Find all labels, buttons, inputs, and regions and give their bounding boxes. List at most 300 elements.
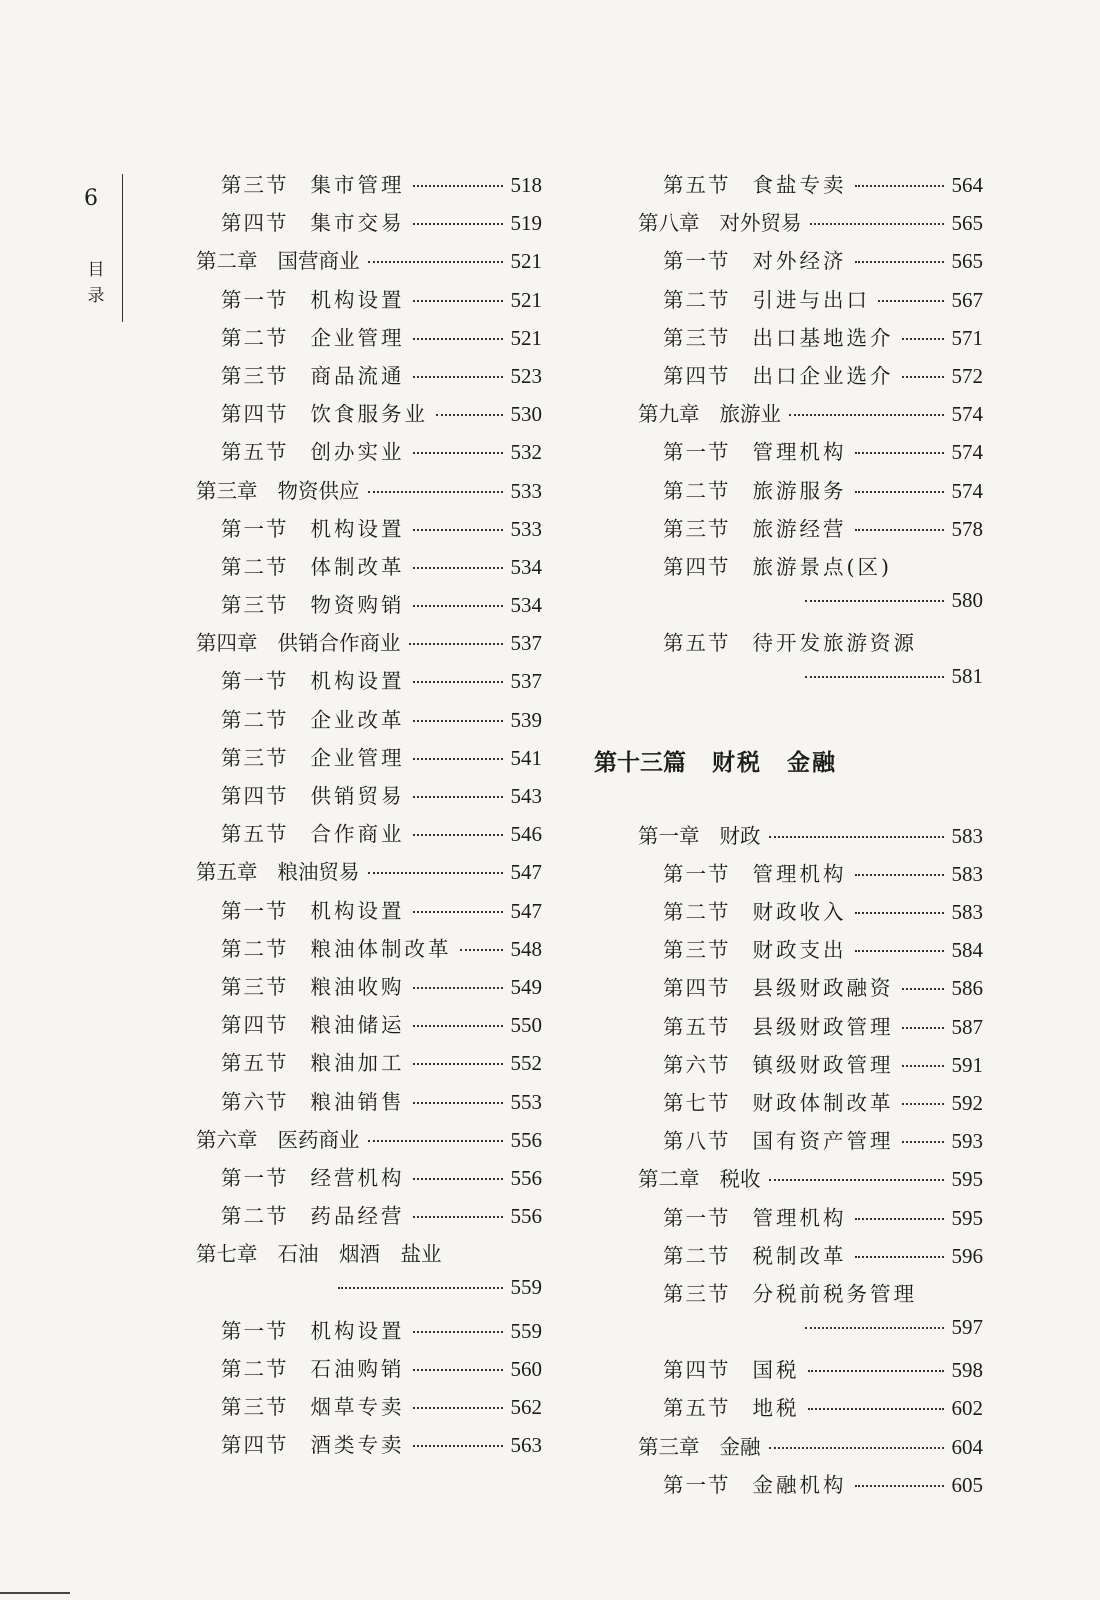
toc-section-entry[interactable] <box>638 1086 983 1124</box>
entry-title: 烟草专卖 <box>310 1395 405 1419</box>
part-title: 财税 金融 <box>712 750 837 777</box>
dot-leader <box>413 528 503 531</box>
toc-section-entry[interactable] <box>638 1468 983 1506</box>
toc-section-entry[interactable] <box>638 1391 983 1429</box>
entry-page-number: 578 <box>951 516 983 541</box>
entry-page-number: 584 <box>951 938 983 963</box>
margin-divider <box>122 174 123 322</box>
entry-page-number: 562 <box>510 1395 542 1419</box>
dot-leader <box>789 413 944 416</box>
toc-chapter-entry[interactable] <box>638 206 983 244</box>
entry-page-number: 565 <box>951 211 983 236</box>
dot-leader <box>855 1255 944 1258</box>
entry-number: 第四节 <box>663 976 731 1001</box>
toc-section-entry[interactable] <box>196 664 542 702</box>
entry-title: 物资购销 <box>310 593 405 618</box>
entry-number: 第五节 <box>663 1396 731 1421</box>
dot-leader <box>805 675 944 678</box>
entry-page-number: 534 <box>510 593 542 618</box>
entry-page-number: 572 <box>951 363 983 388</box>
dot-leader <box>413 680 503 683</box>
toc-section-entry[interactable] <box>196 703 542 741</box>
toc-section-entry[interactable] <box>638 626 983 664</box>
toc-section-entry[interactable] <box>638 971 983 1009</box>
toc-section-entry[interactable] <box>196 1008 542 1046</box>
entry-number: 第三节 <box>221 593 289 618</box>
entry-number: 第一章 <box>638 823 700 848</box>
entry-number: 第一节 <box>663 861 731 886</box>
entry-title: 机构设置 <box>310 516 405 541</box>
entry-title: 经营机构 <box>310 1165 405 1190</box>
entry-page-number: 560 <box>510 1356 542 1381</box>
toc-entry-continuation[interactable] <box>196 1275 542 1313</box>
toc-part-heading <box>594 703 983 819</box>
entry-title: 出口企业选介 <box>752 363 894 388</box>
toc-section-entry[interactable] <box>196 550 542 588</box>
entry-number: 第三章 <box>638 1434 700 1459</box>
entry-page-number: 548 <box>510 936 542 961</box>
entry-title: 企业管理 <box>310 325 405 350</box>
entry-page-number: 556 <box>510 1204 542 1229</box>
entry-number: 第二节 <box>221 325 289 350</box>
entry-number: 第八节 <box>663 1129 731 1154</box>
dot-leader <box>769 835 944 838</box>
toc-section-entry[interactable] <box>196 1161 542 1199</box>
entry-title: 镇级财政管理 <box>752 1052 894 1077</box>
toc-section-entry[interactable] <box>196 588 542 626</box>
entry-title: 分税前税务管理 <box>752 1281 917 1306</box>
entry-title: 旅游景点(区) <box>752 554 892 579</box>
entry-number: 第九章 <box>638 402 700 427</box>
entry-page-number: 595 <box>951 1205 983 1230</box>
dot-leader <box>855 490 944 493</box>
entry-title: 财政 <box>719 823 761 848</box>
entry-page-number: 559 <box>510 1275 542 1300</box>
toc-section-entry[interactable] <box>196 894 542 932</box>
entry-page-number: 586 <box>951 976 983 1001</box>
entry-page-number: 567 <box>951 287 983 312</box>
entry-page-number: 595 <box>951 1167 983 1192</box>
entry-number: 第四节 <box>663 554 731 579</box>
entry-title: 财政支出 <box>752 938 847 963</box>
entry-number: 第四章 <box>196 631 258 656</box>
toc-section-entry[interactable] <box>638 1239 983 1277</box>
entry-title: 机构设置 <box>310 669 405 694</box>
dot-leader <box>902 337 944 340</box>
entry-number: 第六节 <box>221 1089 289 1114</box>
dot-leader <box>460 948 503 951</box>
dot-leader <box>769 1178 944 1181</box>
entry-title: 物资供应 <box>277 478 360 503</box>
toc-section-entry[interactable] <box>638 168 983 206</box>
entry-title: 县级财政融资 <box>752 976 894 1001</box>
entry-title: 石油 烟酒 盐业 <box>277 1242 442 1267</box>
entry-number: 第四节 <box>663 363 731 388</box>
entry-title: 集市管理 <box>310 173 405 197</box>
entry-title: 商品流通 <box>310 363 405 388</box>
toc-chapter-entry[interactable] <box>638 1162 983 1200</box>
toc-section-entry[interactable] <box>196 932 542 970</box>
entry-title: 粮油贸易 <box>277 860 360 885</box>
entry-number: 第一节 <box>663 440 731 465</box>
toc-column-right <box>594 168 983 1506</box>
entry-number: 第三节 <box>663 325 731 350</box>
entry-page-number: 580 <box>951 588 983 613</box>
entry-number: 第五节 <box>663 631 731 656</box>
entry-number: 第五章 <box>196 860 258 885</box>
dot-leader <box>413 1101 503 1104</box>
entry-number: 第二章 <box>196 249 258 274</box>
entry-title: 饮食服务业 <box>310 402 428 427</box>
entry-number: 第二节 <box>663 1243 731 1268</box>
entry-page-number: 593 <box>951 1129 983 1154</box>
dot-leader <box>413 1215 503 1218</box>
entry-number: 第二节 <box>221 936 289 961</box>
entry-title: 对外经济 <box>752 249 847 274</box>
entry-page-number: 556 <box>510 1165 542 1190</box>
toc-section-entry[interactable] <box>196 1199 542 1237</box>
entry-page-number: 556 <box>510 1127 542 1152</box>
entry-page-number: 598 <box>951 1358 983 1383</box>
entry-number: 第七章 <box>196 1242 258 1267</box>
entry-page-number: 565 <box>951 249 983 274</box>
entry-title: 合作商业 <box>310 822 405 847</box>
entry-title: 创办实业 <box>310 440 405 465</box>
dot-leader <box>368 490 503 493</box>
entry-title: 税制改革 <box>752 1243 847 1268</box>
toc-section-entry[interactable] <box>638 895 983 933</box>
part-number: 第十三篇 <box>594 750 686 777</box>
entry-title: 医药商业 <box>277 1127 360 1152</box>
entry-number: 第三章 <box>196 478 258 503</box>
toc-section-entry[interactable] <box>638 933 983 971</box>
dot-leader <box>902 1102 944 1105</box>
dot-leader <box>855 528 944 531</box>
entry-title: 金融机构 <box>752 1472 847 1497</box>
entry-number: 第六章 <box>196 1127 258 1152</box>
dot-leader <box>413 833 503 836</box>
entry-title: 管理机构 <box>752 440 847 465</box>
toc-section-entry[interactable] <box>196 168 542 206</box>
dot-leader <box>769 1446 944 1449</box>
entry-number: 第四节 <box>221 402 289 427</box>
entry-page-number: 537 <box>510 631 542 656</box>
dot-leader <box>855 1217 944 1220</box>
entry-page-number: 564 <box>951 173 983 197</box>
dot-leader <box>413 184 503 187</box>
toc-section-entry[interactable] <box>196 1085 542 1123</box>
entry-page-number: 592 <box>951 1090 983 1115</box>
entry-number: 第二节 <box>221 1356 289 1381</box>
entry-number: 第一节 <box>221 516 289 541</box>
entry-number: 第一节 <box>221 898 289 923</box>
entry-number: 第四节 <box>221 1013 289 1038</box>
toc-section-entry[interactable] <box>638 321 983 359</box>
toc-chapter-entry[interactable] <box>196 1123 542 1161</box>
entry-title: 国有资产管理 <box>752 1129 894 1154</box>
entry-number: 第五节 <box>663 1014 731 1039</box>
toc-section-entry[interactable] <box>638 512 983 550</box>
toc-section-entry[interactable] <box>638 359 983 397</box>
entry-title: 金融 <box>719 1434 761 1459</box>
entry-page-number: 559 <box>510 1318 542 1343</box>
entry-page-number: 539 <box>510 707 542 732</box>
entry-title: 酒类专卖 <box>310 1433 405 1458</box>
entry-number: 第八章 <box>638 211 700 236</box>
toc-column-left <box>196 168 542 1466</box>
entry-number: 第三节 <box>663 516 731 541</box>
entry-title: 财政收入 <box>752 900 847 924</box>
toc-section-entry[interactable] <box>638 1353 983 1391</box>
dot-leader <box>855 873 944 876</box>
toc-section-entry[interactable] <box>638 1010 983 1048</box>
toc-chapter-entry[interactable] <box>196 1237 542 1275</box>
entry-page-number: 521 <box>510 249 542 274</box>
entry-page-number: 547 <box>510 860 542 885</box>
dot-leader <box>413 222 503 225</box>
entry-page-number: 543 <box>510 784 542 808</box>
entry-title: 旅游经营 <box>752 516 847 541</box>
entry-page-number: 553 <box>510 1089 542 1114</box>
entry-number: 第二节 <box>663 900 731 924</box>
entry-title: 机构设置 <box>310 287 405 312</box>
dot-leader <box>413 604 503 607</box>
entry-title: 地税 <box>752 1396 800 1421</box>
toc-section-entry[interactable] <box>638 283 983 321</box>
entry-title: 企业改革 <box>310 707 405 732</box>
dot-leader <box>902 987 944 990</box>
entry-number: 第四节 <box>221 1433 289 1458</box>
entry-page-number: 581 <box>951 664 983 689</box>
toc-section-entry[interactable] <box>638 435 983 473</box>
dot-leader <box>413 1368 503 1371</box>
entry-title: 税收 <box>719 1167 761 1192</box>
toc-section-entry[interactable] <box>638 1201 983 1239</box>
dot-leader <box>413 1177 503 1180</box>
dot-leader <box>413 375 503 378</box>
dot-leader <box>855 911 944 914</box>
toc-section-entry[interactable] <box>196 359 542 397</box>
entry-number: 第五节 <box>221 822 289 847</box>
entry-title: 引进与出口 <box>752 287 870 312</box>
dot-leader <box>413 1444 503 1447</box>
entry-number: 第一节 <box>663 1472 731 1497</box>
dot-leader <box>805 1326 944 1329</box>
entry-title: 待开发旅游资源 <box>752 631 917 656</box>
dot-leader <box>413 986 503 989</box>
entry-page-number: 532 <box>510 440 542 465</box>
entry-title: 粮油体制改革 <box>310 936 452 961</box>
toc-chapter-entry[interactable] <box>638 819 983 857</box>
toc-section-entry[interactable] <box>638 1277 983 1315</box>
dot-leader <box>855 1484 944 1487</box>
entry-title: 粮油收购 <box>310 974 405 999</box>
entry-title: 管理机构 <box>752 1205 847 1230</box>
toc-entry-continuation[interactable] <box>638 1315 983 1353</box>
entry-title: 对外贸易 <box>719 211 802 236</box>
toc-section-entry[interactable] <box>196 970 542 1008</box>
toc-section-entry[interactable] <box>638 474 983 512</box>
dot-leader <box>902 375 944 378</box>
entry-page-number: 519 <box>510 211 542 236</box>
toc-section-entry[interactable] <box>196 1314 542 1352</box>
dot-leader <box>368 1139 503 1142</box>
entry-page-number: 541 <box>510 745 542 770</box>
entry-number: 第五节 <box>221 1051 289 1076</box>
dot-leader <box>413 910 503 913</box>
dot-leader <box>368 260 503 263</box>
entry-title: 县级财政管理 <box>752 1014 894 1039</box>
entry-number: 第三节 <box>221 363 289 388</box>
entry-number: 第一节 <box>663 249 731 274</box>
entry-page-number: 583 <box>951 823 983 848</box>
toc-section-entry[interactable] <box>196 512 542 550</box>
toc-section-entry[interactable] <box>196 1046 542 1084</box>
entry-page-number: 534 <box>510 554 542 579</box>
entry-page-number: 605 <box>951 1472 983 1497</box>
entry-number: 第三节 <box>663 1281 731 1306</box>
dot-leader <box>855 949 944 952</box>
entry-number: 第三节 <box>663 938 731 963</box>
toc-section-entry[interactable] <box>196 321 542 359</box>
dot-leader <box>855 260 944 263</box>
entry-number: 第三节 <box>221 173 289 197</box>
entry-number: 第七节 <box>663 1090 731 1115</box>
dot-leader <box>413 757 503 760</box>
toc-section-entry[interactable] <box>196 779 542 817</box>
toc-section-entry[interactable] <box>196 817 542 855</box>
toc-section-entry[interactable] <box>638 244 983 282</box>
running-head-label: 目录 <box>87 260 105 306</box>
entry-title: 粮油储运 <box>310 1013 405 1038</box>
entry-page-number: 552 <box>510 1051 542 1076</box>
entry-number: 第三节 <box>221 745 289 770</box>
toc-chapter-entry[interactable] <box>638 1430 983 1468</box>
toc-section-entry[interactable] <box>638 1124 983 1162</box>
dot-leader <box>413 1406 503 1409</box>
entry-page-number: 574 <box>951 478 983 503</box>
entry-number: 第四节 <box>663 1358 731 1383</box>
entry-page-number: 537 <box>510 669 542 694</box>
entry-title: 财政体制改革 <box>752 1090 894 1115</box>
entry-page-number: 518 <box>510 173 542 197</box>
entry-title: 企业管理 <box>310 745 405 770</box>
entry-number: 第一节 <box>221 287 289 312</box>
entry-title: 粮油销售 <box>310 1089 405 1114</box>
entry-page-number: 574 <box>951 402 983 427</box>
toc-chapter-entry[interactable] <box>196 474 542 512</box>
page-number: 6 <box>84 186 98 211</box>
entry-page-number: 521 <box>510 325 542 350</box>
entry-page-number: 583 <box>951 861 983 886</box>
entry-page-number: 571 <box>951 325 983 350</box>
entry-title: 石油购销 <box>310 1356 405 1381</box>
entry-page-number: 547 <box>510 898 542 923</box>
entry-page-number: 533 <box>510 516 542 541</box>
entry-title: 供销贸易 <box>310 784 405 808</box>
entry-title: 粮油加工 <box>310 1051 405 1076</box>
entry-number: 第二节 <box>221 1204 289 1229</box>
toc-section-entry[interactable] <box>638 857 983 895</box>
dot-leader <box>413 1024 503 1027</box>
toc-entry-continuation[interactable] <box>638 664 983 702</box>
entry-page-number: 602 <box>951 1396 983 1421</box>
entry-number: 第三节 <box>221 1395 289 1419</box>
entry-number: 第二节 <box>221 707 289 732</box>
dot-leader <box>808 1369 944 1372</box>
toc-section-entry[interactable] <box>196 283 542 321</box>
entry-page-number: 597 <box>951 1315 983 1340</box>
dot-leader <box>413 337 503 340</box>
toc-section-entry[interactable] <box>638 1048 983 1086</box>
entry-number: 第一节 <box>663 1205 731 1230</box>
entry-page-number: 574 <box>951 440 983 465</box>
entry-number: 第三节 <box>221 974 289 999</box>
toc-section-entry[interactable] <box>196 435 542 473</box>
dot-leader <box>902 1064 944 1067</box>
entry-number: 第二节 <box>663 287 731 312</box>
toc-chapter-entry[interactable] <box>196 626 542 664</box>
toc-section-entry[interactable] <box>196 1390 542 1428</box>
dot-leader <box>805 599 944 602</box>
entry-number: 第一节 <box>221 1318 289 1343</box>
entry-title: 食盐专卖 <box>752 173 847 197</box>
dot-leader <box>810 222 944 225</box>
entry-page-number: 587 <box>951 1014 983 1039</box>
entry-page-number: 533 <box>510 478 542 503</box>
entry-number: 第四节 <box>221 784 289 808</box>
toc-chapter-entry[interactable] <box>196 855 542 893</box>
entry-title: 机构设置 <box>310 898 405 923</box>
entry-title: 体制改革 <box>310 554 405 579</box>
dot-leader <box>436 413 503 416</box>
dot-leader <box>902 1140 944 1143</box>
toc-chapter-entry[interactable] <box>196 244 542 282</box>
entry-page-number: 604 <box>951 1434 983 1459</box>
entry-page-number: 530 <box>510 402 542 427</box>
toc-entry-continuation[interactable] <box>638 588 983 626</box>
dot-leader <box>413 299 503 302</box>
footer-rule <box>0 1592 70 1594</box>
entry-title: 药品经营 <box>310 1204 405 1229</box>
entry-page-number: 563 <box>510 1433 542 1458</box>
toc-section-entry[interactable] <box>196 1352 542 1390</box>
entry-page-number: 583 <box>951 900 983 924</box>
entry-number: 第二章 <box>638 1167 700 1192</box>
dot-leader <box>413 1330 503 1333</box>
dot-leader <box>413 719 503 722</box>
toc-section-entry[interactable] <box>196 397 542 435</box>
entry-title: 管理机构 <box>752 861 847 886</box>
toc-section-entry[interactable] <box>196 1428 542 1466</box>
dot-leader <box>878 299 944 302</box>
toc-section-entry[interactable] <box>638 550 983 588</box>
dot-leader <box>808 1407 944 1410</box>
dot-leader <box>413 451 503 454</box>
entry-number: 第二节 <box>663 478 731 503</box>
dot-leader <box>855 451 944 454</box>
entry-page-number: 550 <box>510 1013 542 1038</box>
entry-page-number: 591 <box>951 1052 983 1077</box>
toc-chapter-entry[interactable] <box>638 397 983 435</box>
entry-number: 第五节 <box>663 173 731 197</box>
entry-number: 第二节 <box>221 554 289 579</box>
dot-leader <box>413 795 503 798</box>
toc-section-entry[interactable] <box>196 741 542 779</box>
entry-title: 供销合作商业 <box>277 631 401 656</box>
entry-title: 国税 <box>752 1358 800 1383</box>
toc-section-entry[interactable] <box>196 206 542 244</box>
